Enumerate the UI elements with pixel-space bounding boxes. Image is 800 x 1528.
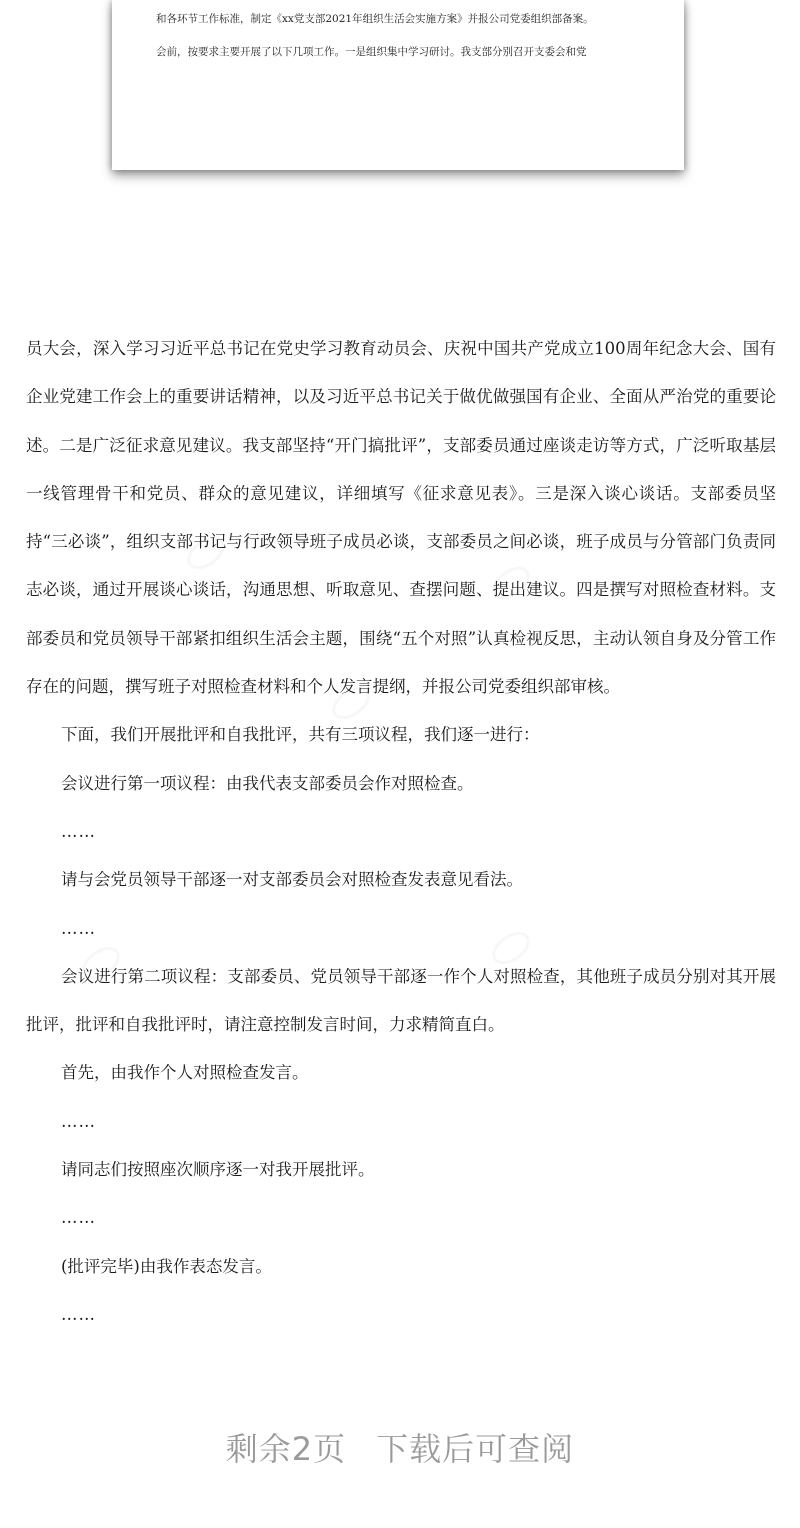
preview-line-1: 和各环节工作标准，制定《xx党支部2021年组织生活会实施方案》并报公司党委组织部备案。	[156, 13, 594, 25]
ellipsis: ……	[61, 918, 96, 938]
paragraph-preparation: 员大会，深入学习习近平总书记在党史学习教育动员会、庆祝中国共产党成立100周年纪念大会、国有企业党建工作会上的重要讲话精神，以及习近平总书记关于做优做强国有企业、全面从严治党的重要论述。二是广泛征求意见建议。我支部坚持“开门搞批评”，支部委员通过座谈走访等方式，广泛听取基层一线管理骨干和党员、群众的意见建议，详细填写《征求意见表》。三是深入谈心谈话。支部委员坚持“三必谈”，组织支部书记与行政领导班子成员必谈，支部委员之间必谈，班子成员与分管部门负责同志必谈，通过开展谈心谈话，沟通思想、听取意见、查摆问题、提出建议。四是撰写对照检查材料。支部委员和党员领导干部紧扣组织生活会主题，围绕“五个对照”认真检视反思，主动认领自身及分管工作存在的问题，撰写班子对照检查材料和个人发言提纲，并报公司党委组织部审核。	[26, 339, 776, 697]
download-to-view-label: 下载后可查阅	[376, 1430, 575, 1468]
paragraph-statement: (批评完毕)由我作表态发言。	[61, 1256, 272, 1276]
paragraph-agenda-item-2: 会议进行第二项议程：支部委员、党员领导干部逐一作个人对照检查，其他班子成员分别对其开展批评，批评和自我批评时，请注意控制发言时间，力求精简直白。	[26, 966, 776, 1035]
paragraph-comment-request: 请与会党员领导干部逐一对支部委员会对照检查发表意见看法。	[61, 870, 523, 890]
document-body	[26, 325, 776, 1339]
preview-page-card	[112, 0, 684, 170]
remaining-pages-label: 剩余2页	[225, 1430, 347, 1468]
preview-line-2: 会前，按要求主要开展了以下几项工作。一是组织集中学习研讨。我支部分别召开支委会和党	[156, 46, 587, 58]
paragraph-agenda-item-1: 会议进行第一项议程：由我代表支部委员会作对照检查。	[61, 773, 474, 793]
ellipsis: ……	[61, 1208, 96, 1228]
ellipsis: ……	[61, 1111, 96, 1131]
ellipsis: ……	[61, 821, 96, 841]
paragraph-self-review: 首先，由我作个人对照检查发言。	[61, 1063, 309, 1083]
ellipsis: ……	[61, 1304, 96, 1324]
download-prompt-button[interactable]	[0, 1424, 800, 1470]
paragraph-agenda-intro: 下面，我们开展批评和自我批评，共有三项议程，我们逐一进行：	[61, 725, 540, 745]
paragraph-criticism-request: 请同志们按照座次顺序逐一对我开展批评。	[61, 1160, 375, 1180]
